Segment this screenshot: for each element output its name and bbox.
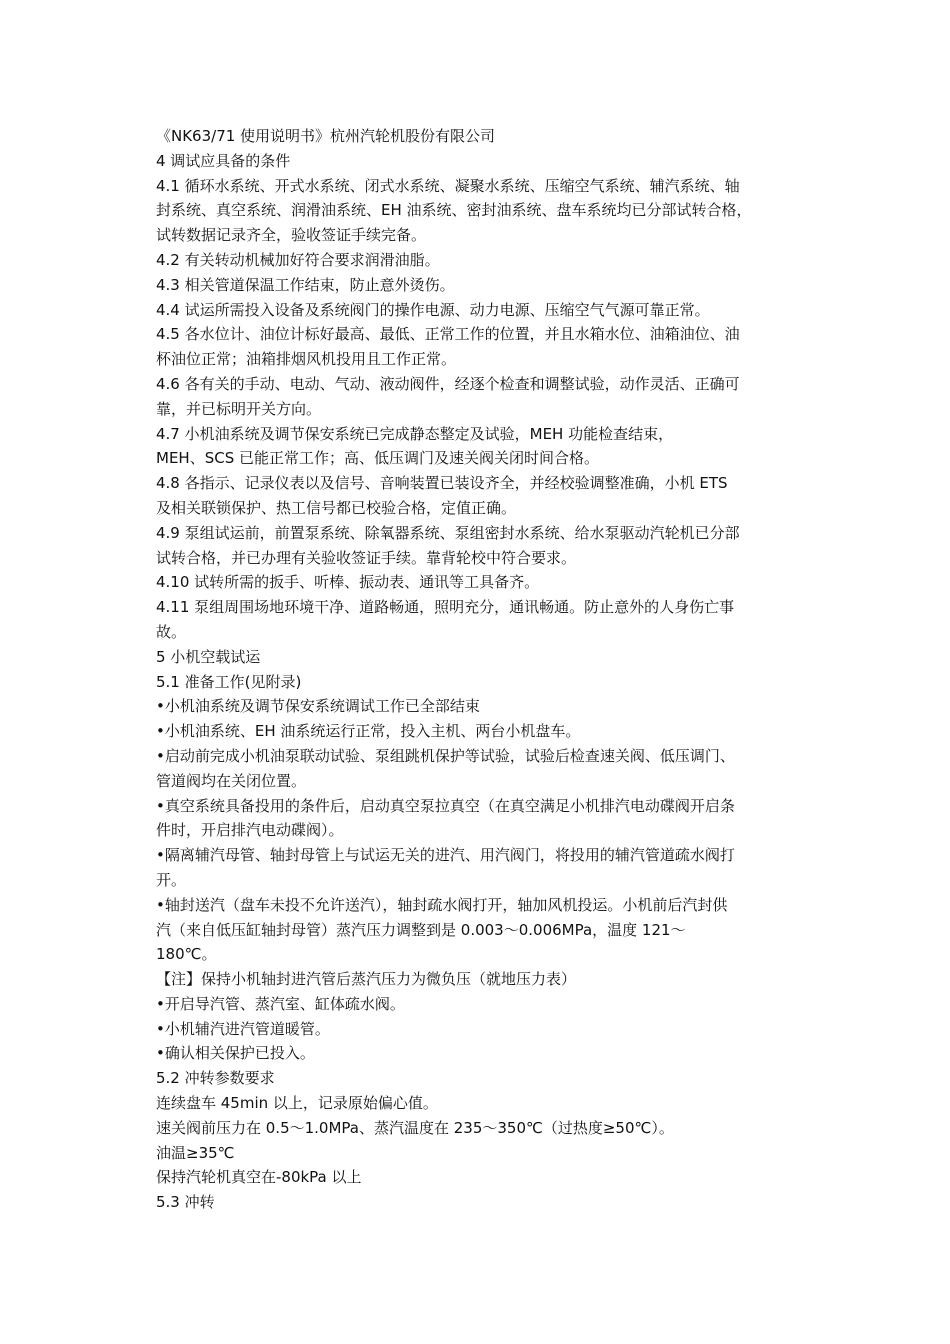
text-line: 4.4 试运所需投入设备及系统阀门的操作电源、动力电源、压缩空气气源可靠正常。 — [156, 300, 710, 319]
text-line: 4.11 泵组周围场地环境干净、道路畅通，照明充分，通讯畅通。防止意外的人身伤亡事 — [156, 598, 735, 617]
text-line: 4.10 试转所需的扳手、听棒、振动表、通讯等工具备齐。 — [156, 573, 540, 592]
text-line: 连续盘车 45min 以上，记录原始偏心值。 — [156, 1094, 438, 1113]
text-line: 保持汽轮机真空在-80kPa 以上 — [156, 1168, 362, 1187]
bullet-item: •小机辅汽进汽管道暖管。 — [156, 1019, 330, 1038]
text-line: 封系统、真空系统、润滑油系统、EH 油系统、密封油系统、盘车系统均已分部试转合格， — [156, 201, 752, 220]
text-line: 靠，并已标明开关方向。 — [156, 399, 322, 418]
section-heading: 5.2 冲转参数要求 — [156, 1069, 275, 1088]
text-line: 试转数据记录齐全，验收签证手续完备。 — [156, 226, 427, 245]
text-line: 4.1 循环水系统、开式水系统、闭式水系统、凝聚水系统、压缩空气系统、辅汽系统、轴 — [156, 176, 740, 195]
bullet-item: •开启导汽管、蒸汽室、缸体疏水阀。 — [156, 994, 405, 1013]
text-line: 4.6 各有关的手动、电动、气动、液动阀件，经逐个检查和调整试验，动作灵活、正确可 — [156, 374, 740, 393]
bullet-item: •小机油系统、EH 油系统运行正常，投入主机、两台小机盘车。 — [156, 722, 581, 741]
text-line: 4.5 各水位计、油位计标好最高、最低、正常工作的位置，并且水箱水位、油箱油位、油 — [156, 325, 740, 344]
text-line: 4.8 各指示、记录仪表以及信号、音响装置已装设齐全，并经校验调整准确，小机 ETS — [156, 474, 728, 493]
text-line: 开。 — [156, 870, 187, 889]
bullet-item: •启动前完成小机油泵联动试验、泵组跳机保护等试验，试验后检查速关阀、低压调门、 — [156, 746, 735, 765]
section-heading: 5.3 冲转 — [156, 1193, 215, 1212]
text-line: 汽（来自低压缸轴封母管）蒸汽压力调整到是 0.003～0.006MPa，温度 121～ — [156, 920, 686, 939]
note-line: 【注】保持小机轴封进汽管后蒸汽压力为微负压（就地压力表） — [156, 970, 577, 989]
text-line: 杯油位正常；油箱排烟风机投用且工作正常。 — [156, 350, 457, 369]
text-line: 《NK63/71 使用说明书》杭州汽轮机股份有限公司 — [156, 127, 496, 145]
text-line: 速关阀前压力在 0.5～1.0MPa、蒸汽温度在 235～350℃（过热度≥50℃）。 — [156, 1118, 674, 1137]
bullet-item: •隔离辅汽母管、轴封母管上与试运无关的进汽、用汽阀门，将投用的辅汽管道疏水阀打 — [156, 846, 735, 865]
text-line: 管道阀均在关闭位置。 — [156, 771, 307, 790]
text-line: 5.1 准备工作(见附录) — [156, 672, 302, 691]
section-heading: 5 小机空载试运 — [156, 647, 261, 666]
text-line: 试转合格，并已办理有关验收签证手续。靠背轮校中符合要求。 — [156, 548, 577, 567]
text-line: 4.9 泵组试运前，前置泵系统、除氧器系统、泵组密封水系统、给水泵驱动汽轮机已分部 — [156, 523, 740, 542]
text-line: 180℃。 — [156, 945, 217, 964]
text-line: 故。 — [156, 622, 187, 641]
bullet-item: •小机油系统及调节保安系统调试工作已全部结束 — [156, 697, 480, 716]
text-line: 油温≥35℃ — [156, 1143, 235, 1162]
text-line: 4.7 小机油系统及调节保安系统已完成静态整定及试验，MEH 功能检查结束， — [156, 424, 674, 443]
text-line: 4.2 有关转动机械加好符合要求润滑油脂。 — [156, 250, 440, 269]
text-line: 及相关联锁保护、热工信号都已校验合格，定值正确。 — [156, 498, 517, 517]
text-line: MEH、SCS 已能正常工作；高、低压调门及速关阀关闭时间合格。 — [156, 449, 599, 468]
bullet-item: •真空系统具备投用的条件后，启动真空泵拉真空（在真空满足小机排汽电动碟阀开启条 — [156, 796, 735, 815]
text-line: 件时，开启排汽电动碟阀）。 — [156, 821, 344, 840]
bullet-item: •轴封送汽（盘车未投不允许送汽），轴封疏水阀打开，轴加风机投运。小机前后汽封供 — [156, 895, 728, 914]
document-body — [156, 124, 806, 1215]
section-heading: 4 调试应具备的条件 — [156, 151, 291, 170]
text-line: 4.3 相关管道保温工作结束，防止意外烫伤。 — [156, 275, 455, 294]
bullet-item: •确认相关保护已投入。 — [156, 1044, 315, 1063]
